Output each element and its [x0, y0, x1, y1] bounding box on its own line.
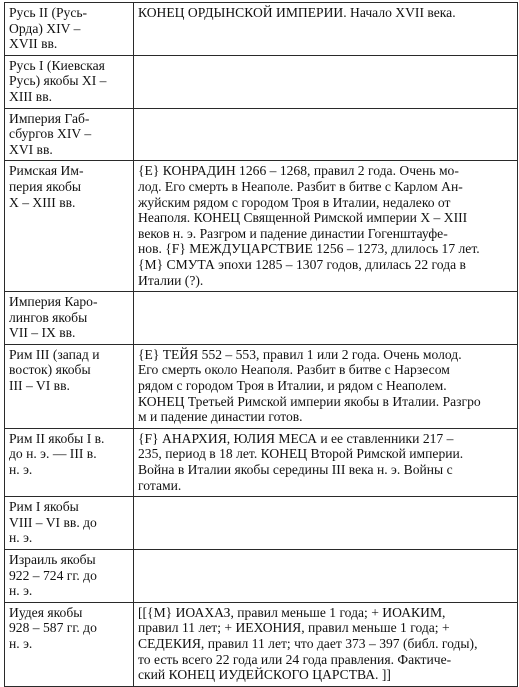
event-cell — [134, 55, 518, 108]
period-text-line: Рим I якобы — [9, 499, 79, 515]
table-row — [5, 550, 518, 603]
period-text-line: н. э. — [9, 462, 33, 478]
event-text-line: 235, период в 18 лет. КОНЕЦ Второй Римской империи. — [138, 446, 464, 462]
period-text-line: 922 – 724 гг. до — [9, 567, 97, 583]
period-text-line: Русь) якобы XI – — [9, 73, 107, 89]
event-text-line: готами. — [138, 477, 182, 493]
event-text-line: жуйским рядом с городом Троя в Италии, недалеко от — [138, 194, 451, 210]
event-text-line: {M} СМУТА эпохи 1285 – 1307 годов, длилась 22 года в — [138, 256, 466, 272]
table-row — [5, 292, 518, 345]
period-text-line: 928 – 587 гг. до — [9, 620, 97, 636]
event-cell — [134, 550, 518, 603]
event-cell — [134, 428, 518, 496]
period-text-line: лингов якобы — [9, 309, 88, 325]
period-cell — [5, 602, 134, 686]
event-text-line: Италии (?). — [138, 272, 204, 288]
table-row — [5, 602, 518, 686]
event-text-line: лод. Его смерть в Неаполе. Разбит в битве с Карлом Ан- — [138, 178, 463, 194]
period-text-line: Рим II якобы I в. — [9, 430, 105, 446]
period-text-line: Иудея якобы — [9, 604, 83, 620]
table-row — [5, 428, 518, 496]
event-text-line: Война в Италии якобы середины III века н. э. Войны с — [138, 462, 453, 478]
event-cell — [134, 108, 518, 161]
event-cell — [134, 161, 518, 292]
period-cell — [5, 55, 134, 108]
period-cell — [5, 550, 134, 603]
event-text-line: нов. {F} МЕЖДУЦАРСТВИЕ 1256 – 1273, длилось 17 лет. — [138, 241, 480, 257]
period-cell — [5, 108, 134, 161]
period-cell — [5, 161, 134, 292]
event-text-line: веков н. э. Разгром и падение династии Гогенштауфе- — [138, 225, 448, 241]
period-text-line: н. э. — [9, 635, 33, 651]
table-row — [5, 55, 518, 108]
period-cell — [5, 344, 134, 428]
period-text-line: XVI вв. — [9, 141, 53, 157]
table-row — [5, 344, 518, 428]
period-text-line: Русь II (Русь- — [9, 5, 88, 20]
period-text-line: Империя Каро- — [9, 294, 98, 310]
event-text-line: то есть всего 22 года или 24 года правления. Фактиче- — [138, 651, 452, 667]
period-text-line: XIII вв. — [9, 88, 53, 104]
chronology-table — [4, 2, 518, 687]
period-text-line: Рим III (запад и — [9, 346, 100, 362]
period-text-line: перия якобы — [9, 178, 82, 194]
period-text-line: сбургов XIV – — [9, 126, 92, 142]
table-row — [5, 108, 518, 161]
event-cell — [134, 292, 518, 345]
period-cell — [5, 3, 134, 56]
event-text-line: правил 11 лет; + ИЕХОНИЯ, правил меньше 1 года; + — [138, 620, 450, 636]
table-body — [5, 3, 518, 687]
period-text-line: восток) якобы — [9, 362, 91, 378]
period-text-line: н. э. — [9, 530, 33, 546]
event-cell — [134, 497, 518, 550]
event-text-line: Неаполя. КОНЕЦ Священной Римской империи X – XIII — [138, 210, 468, 226]
period-text-line: Империя Габ- — [9, 110, 90, 126]
table-row — [5, 3, 518, 56]
table-row — [5, 161, 518, 292]
period-text-line: Израиль якобы — [9, 552, 96, 567]
event-text-line: рядом с городом Троя в Италии, и рядом с Неаполем. — [138, 378, 447, 394]
period-cell — [5, 292, 134, 345]
period-text-line: III – VI вв. — [9, 378, 70, 394]
period-text-line: Римская Им- — [9, 163, 84, 179]
event-text-line: {E} ТЕЙЯ 552 – 553, правил 1 или 2 года. Очень молод. — [138, 346, 462, 362]
event-text-line: КОНЕЦ Третьей Римской империи якобы в Италии. Разгро — [138, 393, 481, 409]
event-cell — [134, 602, 518, 686]
event-text-line: м и падение династии готов. — [138, 409, 303, 425]
event-text-line: [[{M} ИОАХАЗ, правил меньше 1 года; + ИОАКИМ, — [138, 604, 446, 620]
period-text-line: VII – IX вв. — [9, 325, 76, 341]
event-text-line: {F} АНАРХИЯ, ЮЛИЯ МЕСА и ее ставленники 217 – — [138, 430, 454, 446]
event-text-line: {E} КОНРАДИН 1266 – 1268, правил 2 года. Очень мо- — [138, 163, 459, 179]
period-text-line: до н. э. — III в. — [9, 446, 97, 462]
period-text-line: X – XIII вв. — [9, 194, 76, 210]
event-text-line: КОНЕЦ ОРДЫНСКОЙ ИМПЕРИИ. Начало XVII века. — [138, 5, 456, 20]
period-text-line: Русь I (Киевская — [9, 57, 105, 73]
period-text-line: XVII вв. — [9, 36, 58, 52]
event-text-line: Его смерть около Неаполя. Разбит в битве с Нарзесом — [138, 362, 450, 378]
period-cell — [5, 428, 134, 496]
period-text-line: н. э. — [9, 583, 33, 599]
event-text-line: СЕДЕКИЯ, правил 11 лет; что дает 373 – 397 (библ. годы), — [138, 635, 478, 651]
event-text-line: ский КОНЕЦ ИУДЕЙСКОГО ЦАРСТВА. ]] — [138, 667, 391, 683]
period-text-line: VIII – VI вв. до — [9, 514, 97, 530]
event-cell — [134, 3, 518, 56]
period-text-line: Орда) XIV – — [9, 20, 81, 36]
table-row — [5, 497, 518, 550]
event-cell — [134, 344, 518, 428]
period-cell — [5, 497, 134, 550]
